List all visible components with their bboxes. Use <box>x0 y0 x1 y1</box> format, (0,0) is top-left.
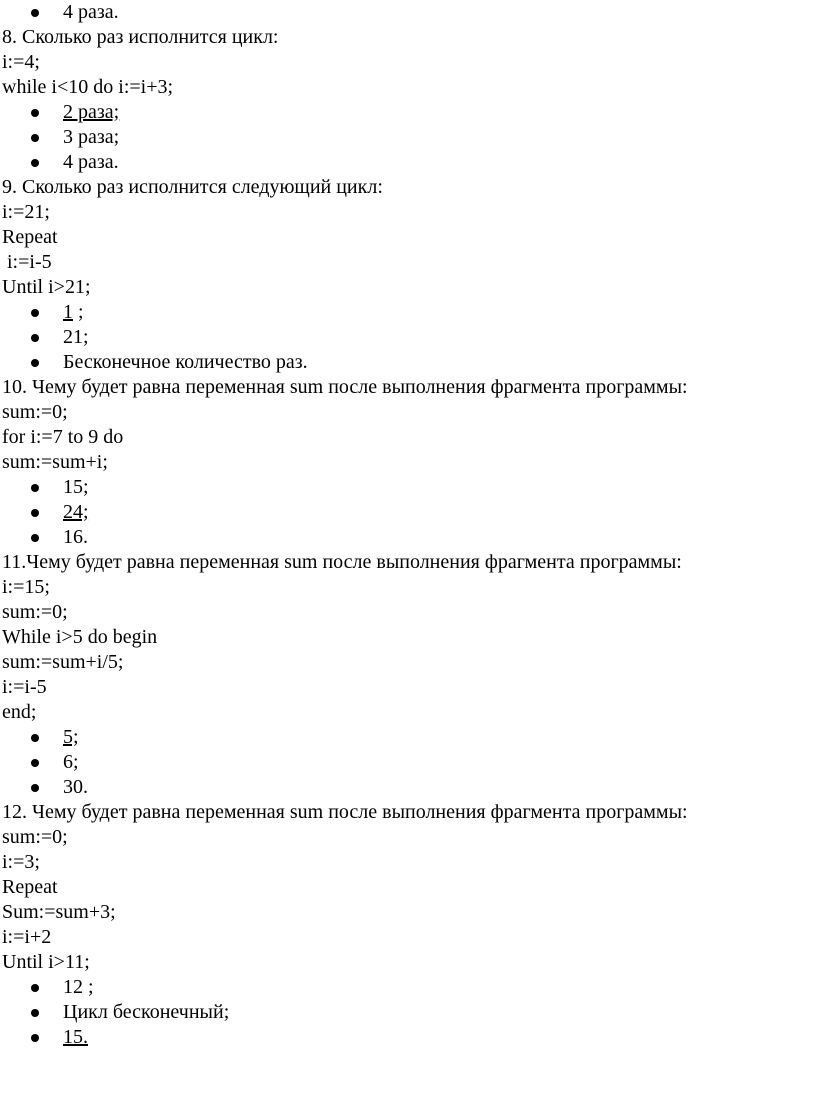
answer-option-correct <box>2 500 814 525</box>
code-line: i:=i-5 <box>2 676 47 698</box>
code-line: Sum:=sum+3; <box>2 901 116 923</box>
answer-option <box>2 1000 814 1025</box>
code-line: While i>5 do begin <box>2 626 158 648</box>
code-line: Until i>21; <box>2 276 91 298</box>
code-line: for i:=7 to 9 do <box>2 426 124 448</box>
code-line: Repeat <box>2 226 58 248</box>
bullet-icon <box>31 759 39 767</box>
option-text: Бесконечное количество раз. <box>63 351 308 373</box>
code-line: sum:=0; <box>2 601 68 623</box>
bullet-icon <box>31 309 39 317</box>
option-text: 15; <box>63 476 89 498</box>
answer-option <box>2 325 814 350</box>
answer-option-correct <box>2 725 814 750</box>
option-text: 21; <box>63 326 89 348</box>
question-12-title: 12. Чему будет равна переменная sum после выполнения фрагмента программы: <box>2 801 688 823</box>
bullet-icon <box>31 1009 39 1017</box>
code-line: sum:=sum+i/5; <box>2 651 124 673</box>
bullet-icon <box>31 1034 39 1042</box>
bullet-icon <box>31 734 39 742</box>
option-suffix: ; <box>73 301 84 323</box>
option-text: 3 раза; <box>63 126 120 148</box>
answer-option <box>2 0 814 25</box>
document-page <box>2 0 814 1050</box>
answer-option <box>2 350 814 375</box>
option-text: 1 <box>63 301 73 323</box>
answer-option <box>2 525 814 550</box>
answer-option-correct <box>2 100 814 125</box>
question-9-title: 9. Сколько раз исполнится следующий цикл: <box>2 176 383 198</box>
code-line: sum:=sum+i; <box>2 451 108 473</box>
answer-option <box>2 125 814 150</box>
option-text: 24; <box>63 501 89 523</box>
code-line: Until i>11; <box>2 951 90 973</box>
option-text: 16. <box>63 526 88 548</box>
question-8-title: 8. Сколько раз исполнится цикл: <box>2 26 279 48</box>
bullet-icon <box>31 359 39 367</box>
answer-option-correct <box>2 1025 814 1050</box>
bullet-icon <box>31 509 39 517</box>
option-text: 6; <box>63 751 79 773</box>
bullet-icon <box>31 9 39 17</box>
code-line: i:=3; <box>2 851 40 873</box>
answer-option <box>2 775 814 800</box>
code-line: sum:=0; <box>2 401 68 423</box>
answer-option <box>2 475 814 500</box>
question-10-title: 10. Чему будет равна переменная sum после выполнения фрагмента программы: <box>2 376 688 398</box>
code-line: i:=15; <box>2 576 50 598</box>
bullet-icon <box>31 784 39 792</box>
bullet-icon <box>31 334 39 342</box>
option-text: Цикл бесконечный; <box>63 1001 230 1023</box>
code-line: Repeat <box>2 876 58 898</box>
option-text: 4 раза. <box>63 1 119 23</box>
option-text: 30. <box>63 776 88 798</box>
option-text: 5; <box>63 726 79 748</box>
bullet-icon <box>31 159 39 167</box>
code-line: while i<10 do i:=i+3; <box>2 76 174 98</box>
bullet-icon <box>31 484 39 492</box>
code-line: i:=4; <box>2 51 40 73</box>
answer-option <box>2 750 814 775</box>
answer-option <box>2 150 814 175</box>
code-line: end; <box>2 701 37 723</box>
bullet-icon <box>31 134 39 142</box>
bullet-icon <box>31 984 39 992</box>
bullet-icon <box>31 534 39 542</box>
question-11-title: 11.Чему будет равна переменная sum после выполнения фрагмента программы: <box>2 551 682 573</box>
code-line: sum:=0; <box>2 826 68 848</box>
option-text: 12 ; <box>63 976 94 998</box>
code-line: i:=21; <box>2 201 50 223</box>
option-text: 2 раза; <box>63 101 120 123</box>
option-text: 15. <box>63 1026 88 1048</box>
bullet-icon <box>31 109 39 117</box>
option-text: 4 раза. <box>63 151 119 173</box>
code-line: i:=i-5 <box>2 251 52 273</box>
code-line: i:=i+2 <box>2 926 52 948</box>
answer-option <box>2 975 814 1000</box>
answer-option-correct <box>2 300 814 325</box>
